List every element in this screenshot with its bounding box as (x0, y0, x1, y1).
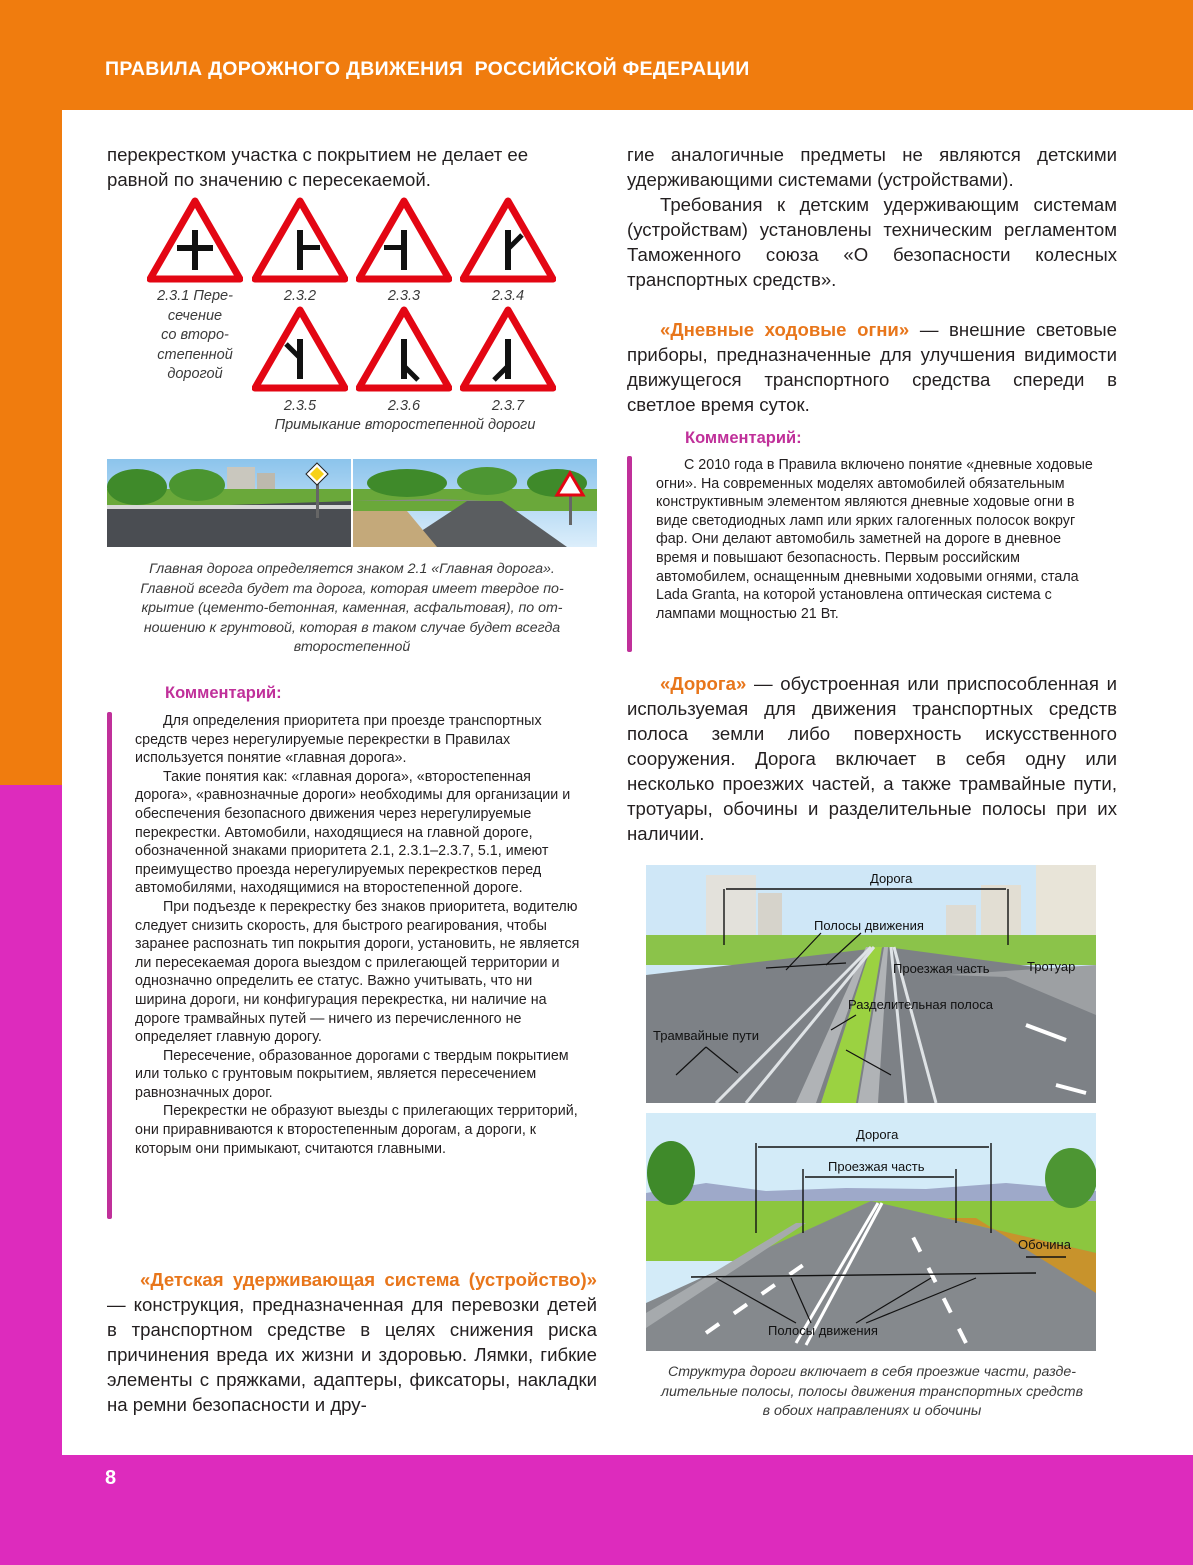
left-comment-body (135, 712, 587, 1158)
continuation-text: гие аналогичные предметы не являются детскими удерживающими системами (устройствами). (627, 144, 1117, 190)
road-structure-diagram-rural (646, 1113, 1096, 1351)
sign-2-3-2-icon (252, 197, 348, 283)
comment-paragraph: Перекрестки не образуют выезды с прилегающих территорий, они приравниваются к второстепенным дорогам, а дороги, к которым они примыкают, считаются главными. (135, 1103, 578, 1157)
child-restraint-text: — конструкция, предназначенная для перевозки детей в транспортном средстве в целях снижения риска причинения вреда их жизни и здоровью. Лямки, гибкие элементы с пряжками, адаптеры, фиксаторы, накладки на ремни безопасности и дру- (107, 1294, 597, 1415)
right-comment-bar (627, 456, 632, 652)
sign-2-3-3-label: 2.3.3 (387, 288, 421, 304)
right-comment-title: Комментарий: (685, 429, 802, 447)
right-comment-body (656, 456, 1106, 623)
drl-text: — внешние световые приборы, предназначенные для улучшения видимости движущегося транспортного средства спереди в светлое время суток. (627, 319, 1117, 415)
diagram1-divider-label: Разделительная полоса (848, 997, 993, 1012)
comment-paragraph: Пересечение, образованное дорогами с твердым покрытием или только с грунтовым покрытием, является пересечением равнозначных дорог. (135, 1047, 569, 1101)
sign-2-3-6-label: 2.3.6 (387, 398, 421, 414)
road-text: — обустроенная или приспособленная и используемая для движения транспортных средств полоса земли либо поверхность искусственного сооружения. Дорога включает в себя одну или несколько проезжих частей, а также трамвайные пути, тротуары, обочины и разделительные полосы при их наличии. (627, 673, 1117, 844)
road-term: «Дорога» (660, 673, 747, 694)
road-structure-diagram-urban (646, 865, 1096, 1103)
diagram1-sidewalk-label: Тротуар (1027, 959, 1076, 974)
sign-2-3-7-icon (460, 306, 556, 392)
diagram2-shoulder-label: Обочина (1018, 1237, 1071, 1252)
sign-2-3-1-label: 2.3.1 Пере- сечение со второ- степенной дорогой (157, 288, 233, 382)
diagram1-tram-label: Трамвайные пути (653, 1028, 759, 1043)
road-photo (107, 459, 597, 547)
child-restraint-term: «Детская удерживающая система (устройство)» (140, 1269, 597, 1290)
sign-2-3-7-label: 2.3.7 (491, 398, 525, 414)
right-top-text (627, 142, 1117, 292)
diagram2-lanes-label: Полосы движения (768, 1323, 878, 1338)
photo-caption: Главная дорога определяется знаком 2.1 «Главная дорога». Главной всегда будет та дорога, которая имеет твердое по- крытие (цементо-бетонная, каменная, асфальтовая), по от- ношению к грунтовой, которая в таком случае будет всегда второстепенной (140, 561, 564, 655)
comment-paragraph: При подъезде к перекрестку без знаков приоритета, водителю следует снизить скорость, для быстрого реагирования, чтобы заранее распознать тип покрытия дороги, установить, не является ли пересекаемая дорога выездом с прилегающей территории и однозначно определить ее статус. Важно учитывать, что ни ширина дороги, ни конфигурация перекрестка, ни наличие на дороге трамвайных путей — ничего из перечисленного не определяет главную дорогу. (135, 898, 580, 1046)
comment-paragraph: Для определения приоритета при проезде транспортных средств через нерегулируемые перекрестки в Правилах используется понятие «главная дорога». (135, 713, 542, 767)
diagram-caption: Структура дороги включает в себя проезжие части, разде- лительные полосы, полосы движения транспортных средств в обоих направлениях и обочины (660, 1364, 1084, 1419)
sign-2-3-5-label: 2.3.5 (283, 398, 317, 414)
sign-2-3-5-icon (252, 306, 348, 392)
page-number: 8 (105, 1467, 117, 1489)
diagram1-carriageway-label: Проезжая часть (893, 961, 990, 976)
diagram2-carriageway-label: Проезжая часть (828, 1159, 925, 1174)
left-comment-title: Комментарий: (165, 684, 282, 702)
sign-2-3-4-icon (460, 197, 556, 283)
comment-paragraph: С 2010 года в Правила включено понятие «дневные ходовые огни». На современных моделях автомобилей обязательным конструктивным элементом являются дневные ходовые огни в виде светодиодных ламп или ярких галогенных полосок вокруг фар. Они делают автомобиль заметней на дороге в дневное время и повышают безопасность. Первым российским автомобилем, оснащенным дневными ходовыми огнями, стала Lada Granta, на которой установлена оптическая система с лампами мощностью 21 Вт. (656, 457, 1093, 622)
sign-2-3-6-icon (356, 306, 452, 392)
intro-line: перекрестком участка с покрытием не делает ее (107, 144, 529, 165)
intro-line: равной по значению с пересекаемой. (107, 169, 431, 190)
page-header-title: ПРАВИЛА ДОРОЖНОГО ДВИЖЕНИЯ РОССИЙСКОЙ ФЕДЕРАЦИИ (105, 58, 750, 80)
comment-paragraph: Такие понятия как: «главная дорога», «второстепенная дорога», «равнозначные дороги» необходимы для организации и обеспечения безопасного движения через нерегулируемые перекрестки. Автомобили, находящиеся на главной дороге, обозначенной знаками приоритета 2.1, 2.3.1–2.3.7, 5.1, имеют преимущество проезда нерегулируемых перекрестков перед автомобилями, находящимися на второстепенной дороге. (135, 768, 571, 897)
sign-2-3-2-label: 2.3.2 (283, 288, 317, 304)
left-intro-text (107, 142, 597, 192)
child-restraint-definition (107, 1267, 597, 1417)
sign-2-3-3-icon (356, 197, 452, 283)
sign-2-3-1-icon (147, 197, 243, 283)
requirements-text: Требования к детским удерживающим системам (устройствам) установлены техническим регламентом Таможенного союза «О безопасности колесных транспортных средств». (627, 194, 1117, 290)
diagram1-road-label: Дорога (870, 871, 913, 886)
road-definition (627, 671, 1117, 846)
diagram1-lanes-label: Полосы движения (814, 918, 924, 933)
sign-2-3-4-label: 2.3.4 (491, 288, 525, 304)
diagram2-road-label: Дорога (856, 1127, 899, 1142)
drl-term: «Дневные ходовые огни» (660, 319, 910, 340)
left-comment-bar (107, 712, 112, 1219)
drl-definition (627, 317, 1117, 417)
signs-group-caption: Примыкание второстепенной дороги (274, 417, 536, 433)
